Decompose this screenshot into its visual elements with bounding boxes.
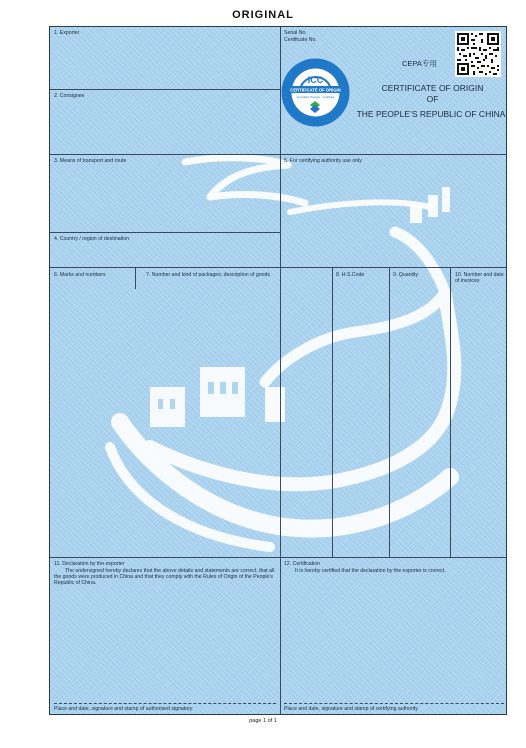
box11-title: 11. Declaration by the exporter [54,561,125,567]
divider-goods-header [50,267,507,268]
col9-quantity-label: 9. Quantity [393,272,419,278]
box12-certification-text: It is hereby certified that the declaration by the exporter is correct. [295,568,446,574]
col6-marks-label: 6. Marks and numbers [54,272,106,278]
certificate-form [49,26,507,715]
icc-acronym: ICC [307,75,324,85]
box4-destination-label: 4. Country / region of destination [54,236,129,242]
divider-col-9-10 [450,267,451,557]
col10-invoices-label: 10. Number and date of invoices [455,272,504,285]
box12-title: 12. Certification [284,561,321,567]
col8-hscode-label: 8. H.S.Code [336,272,365,278]
divider-exporter-consignee [50,89,280,90]
certificate-title-line2: OF [426,94,439,104]
signature-line-authority [284,703,504,704]
cepa-label: CEPA专用 [402,59,437,68]
divider-goods-declaration [50,557,507,558]
certificate-title-line1: CERTIFICATE OF ORIGIN [381,83,484,93]
icc-banner: CERTIFICATE OF ORIGIN [290,87,341,93]
box12-signature-label: Place and date, signature and stamp of certifying authority [284,706,418,712]
icc-subtext: Accredited Chamber · Certificate [296,96,335,99]
divider-header-transport [50,154,507,155]
qr-code-icon [455,31,501,77]
divider-col-8-9 [389,267,390,557]
document-heading: ORIGINAL [232,9,294,21]
qr-code [455,31,501,77]
signature-line-exporter [54,703,276,704]
divider-col-6-7 [135,267,136,289]
divider-col-7-8 [332,267,333,557]
great-wall-watermark [50,27,507,715]
box1-exporter-label: 1. Exporter [54,30,80,36]
page-number: page 1 of 1 [249,718,277,724]
serial-no-label: Serial No. [284,30,307,36]
box5-authority-label: 5. For certifying authority use only [284,158,362,164]
icc-seal-logo [280,57,351,128]
divider-declaration-vertical [280,557,281,715]
box3-transport-label: 3. Means of transport and route [54,158,127,164]
certificate-no-label: Certificate No. [284,37,317,43]
col7-packages-label: 7. Number and kind of packages; description of goods [146,272,270,278]
divider-transport-destination [50,232,280,233]
box11-declaration-text: The undersigned hereby declares that the above details and statements are correct, that all the goods were produced in China and that they comply with the Rules of Origin of the People's Republic of China. [54,568,275,587]
certificate-title-line3: THE PEOPLE’S REPUBLIC OF CHINA [356,109,506,119]
box11-signature-label: Place and date, signature and stamp of authorized signatory [54,706,193,712]
box2-consignee-label: 2. Consignee [54,93,85,99]
